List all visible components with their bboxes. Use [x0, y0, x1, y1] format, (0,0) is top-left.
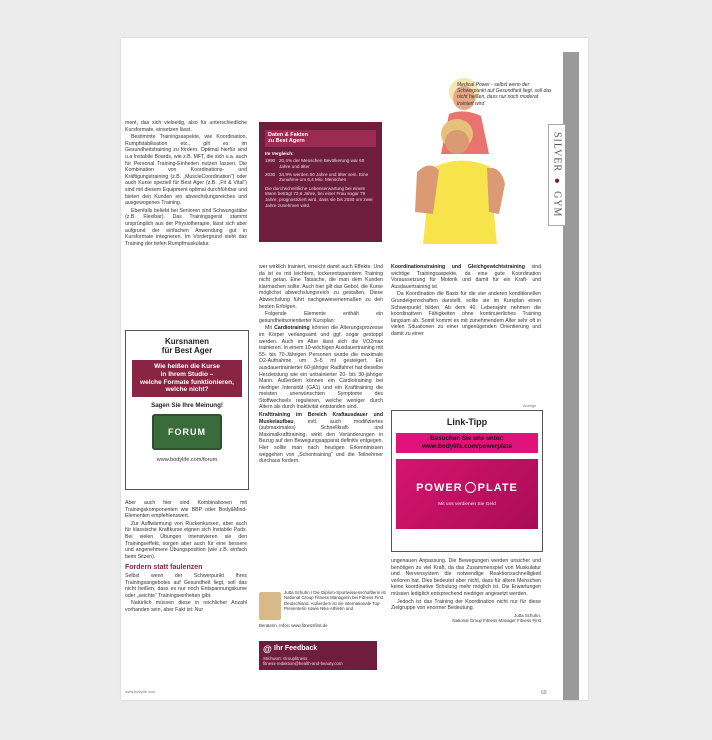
footer-url: www.bodylife.com [125, 690, 156, 694]
powerplate-url[interactable]: www.bodylife.com/powerplate [421, 443, 513, 450]
powerplate-slogan: Mit uns verdienen Sie Geld [438, 501, 496, 507]
paragraph: Mit Cardiotraining können die Alterungsprozesse im Körper verlangsamt und ggf. sogar gestoppt werden. Auch im Alter lässt sich die VO2max trainieren. In einem 10-wöchigen Ausdauertraining mit 55- bis 70-Jährigen Personen wurde die maximale O2-Aufnahme um 3–5 ml gesteigert. Ein ausdauertrainierter 60-jähriger Radfahrer hat dieselbe Herzleistung wie ein untrainierter 20- bis 30-jähriger Mann. Außerdem können ein Cardiotraining bei niedriger Intensität (GA1) und ein Krafttraining die meisten unerwünschten Symptome des Stoffwechsels regulieren, welche weniger durch Altern als durch Inaktivität entstanden sind. [259, 325, 383, 411]
powerplate-ad[interactable] [396, 459, 538, 529]
paragraph: Krafttraining im Bereich Kraftausdauer und Muskelaufbau, evtl. auch modifiziertes (submaximales) Schnellkraft- und Maximalkrafttraining, wirkt den Veränderungen in Bezug auf den Bewegungsapparat definitiv entgegen. Hier sollte man nach heutigen Erkenntnissen weggehen von „Schontraining“ und die Teilnehmer durchaus fordern. [259, 412, 383, 465]
kursnamen-question: Wie heißen die Kurse in Ihrem Studio – welche Formate funktionieren, welche nicht? [132, 360, 242, 397]
feedback-email[interactable]: fitness-redaktion@health-and-beauty.com [263, 661, 343, 667]
facts-title: Daten & Fakten zu Best Agern [265, 130, 376, 147]
photo-caption: Medical Power - selbst wenn der Schwerpunkt auf Gesundheit liegt, soll das nicht heißen, dass nur noch moderat trainiert wird [457, 82, 552, 107]
link-tipp-box [391, 410, 543, 552]
forum-url[interactable]: www.bodylife.com/forum [156, 457, 218, 464]
facts-rows [265, 158, 376, 182]
paragraph: Folgende Elemente enthält ein gesundheitsorientierter Kursplan: [259, 311, 383, 324]
section-tag-silver: SILVER [551, 132, 563, 173]
paragraph: Selbst wenn der Schwerpunkt Ihres Trainingsangebotes auf Gesundheit liegt, soll das nicht heißen, dass es nur noch Entspannungskurse oder „seichte“ Trainingseinheiten gibt. [125, 572, 247, 599]
paragraph: Koordinationstraining und Gleichgewichtstraining sind wichtige Trainingsaspekte, da eine gute Koordination Voraussetzung für Motorik und damit für ein Kraft- und Ausdauertraining ist. [391, 264, 541, 290]
section-tag-gym: GYM [551, 191, 563, 218]
paragraph: wer wirklich trainiert, erreicht damit auch Effekte. Und da ist es mit leichtem, lockerentspanntem Training nicht getan. Eine Tatsache, die man dem Kunden klarmachen sollte. Auch hier gilt das Gebot, die Kurse möglichst abwechslungsreich zu gestalten. Diese Abwechslung führt nachgewiesenermaßen zu den besten Erfolgen. [259, 264, 383, 310]
kursnamen-prompt: Sagen Sie Ihre Meinung! [151, 402, 223, 410]
kursnamen-title: Kursnamen für Best Ager [161, 337, 213, 355]
author-bio: Jutta Schuhn I Die Diplom-Sportwissenschaftlerin ist National Group Fitness Managerin bei Fitness First Deutschland. Außerdem ist sie internationale Top-Presenterin sowie Nike Athletin und [284, 590, 386, 612]
bullet-dot-icon: ● [551, 172, 563, 192]
facts-row: 1990 20,4% der Menschen Bevölkerung war 60 Jahre und älter [265, 158, 365, 169]
feedback-text: Stichwort: Groupfitness fitness-redaktion@health-and-beauty.com [263, 656, 343, 667]
paragraph: Da Koordination die Basis für die vier anderen konditionellen Grundeigenschaften darstellt, sollte sie im Kursplan einen Schwerpunkt bilden. Ab dem 40. Lebensjahr nehmen die koordinativen Fähigkeiten ohne kontinuierliches Training langsam ab. Somit kommt es mit zunehmendem Alter sehr oft in vielen Situationen zu einer ungenügenden Orientierung und damit zu einer [391, 291, 541, 337]
column-1-top [125, 120, 247, 248]
section-tag [548, 124, 565, 226]
paragraph: Zur Auffwärmung von Rückenkursen, aber auch für klassische Kraftkurse eignen sich Instabile Pads. Bei vielen Übungen intensivieren sie den Trainingseffekt, sorgen aber auch für eine bessere und angenehmere Übungsposition (wie z.B. einfach beim Sitzen). [125, 520, 247, 560]
ring-icon [465, 482, 476, 493]
bold-term: Cardiotraining [274, 325, 310, 332]
facts-box [259, 122, 382, 242]
facts-row: 2030 34,9% werden 60 Jahre und älter sein. Eine Zunahme um 6,4 Mio. Menschen [265, 171, 369, 183]
author-bio-continued: Beraterin. Infos: www.fitnessfirst.de [259, 623, 328, 628]
page-number: 69 [541, 690, 547, 696]
paragraph: ungenauen Anpassung. Die Bewegungen werden unsicher und benötigen zu viel Kraft, da das Zusammenspiel von Muskulatur und Nervensystem die notwendige Reaktionsschnelligkeit verloren hat. Dies bedeutet aber nicht, dass für ältere Menschen keine koordinative Schulung mehr möglich ist. Die Erwartungen müssen lediglich entsprechend niedriger angesetzt werden. [391, 558, 541, 597]
magazine-page [121, 38, 588, 700]
paragraph: ment, das sich vielseitig, also für unterschiedliche Kursformate, einsetzen lässt. [125, 120, 247, 133]
author-box [259, 590, 389, 636]
bold-term: Koordinationstraining und Gleichgewichtstraining [391, 264, 525, 270]
column-1-bottom [125, 500, 247, 615]
section-heading: Fordern statt faulenzen [125, 564, 203, 572]
column-2 [259, 264, 383, 466]
paragraph: Bestimmte Trainingsaspekte, wie Koordination, Rumpfstabilisation etc., gilt es im Gesundheitstraining zu fördern. Optimal hierfür sind u.a Instabile Boards, wie z.B. MFT, die sich u.a. auch für Personal Training-Einheiten nutzen lassen. Die Kombination von Koordinations- und Kräftigungstraining (z.B. „MuscleCoordination“) oder auch Kurse speziell für Best Ager (z.B. „Fit & Vital“) sind mit diesem Equipment optimal durchführbar und bieten den Kunden ein abwechslungsreiches und ausgewogenes Training. [125, 134, 247, 207]
at-icon: @ [263, 644, 272, 654]
feedback-box[interactable] [259, 641, 377, 670]
column-3-top [391, 264, 541, 339]
column-3-bottom [391, 558, 541, 624]
kursnamen-box [125, 330, 249, 490]
forum-logo: FORUM [152, 414, 222, 450]
paragraph: Ebenfalls beliebt bei Senioren sind Schwungstäbe (z.B. Flexibar). Das Trainingsgerät stammt ursprünglich aus der Physiotherapie, lässt sich aber aufgrund der einfachen Anwendung gut in Kursformate integrieren. Im Vordergrund steht das Training der tiefen Rumpfmuskulatur. [125, 207, 247, 247]
paragraph: Aber auch hier sind Kombinationen mit Trainingskomponenten wie BBP oder Body&Mind-Elementen empfehlenswert. [125, 500, 247, 520]
signature: Jutta Schuhn, National Group Fitness Manager Fitness First [452, 612, 541, 624]
grey-sidebar-strip [563, 52, 579, 700]
facts-label: Im Vergleich: [265, 150, 294, 156]
link-tipp-title: Link-Tipp [446, 417, 488, 427]
bold-term: Krafttraining im Bereich Kraftausdauer und Muskelaufbau [259, 412, 383, 425]
paragraph: Natürlich müssen diese in reichlicher Anzahl vorhanden sein, aber Fakt ist: Nur [125, 600, 247, 613]
link-tipp-band[interactable]: Besuchen Sie uns unter: www.bodylife.com/powerplate [396, 433, 538, 453]
facts-note: Die durchschnittliche Lebenserwartung bei einem Mann beträgt 73,6 Jahre, bei einer Frau sogar 79 Jahre; prognostiziert wird, dass sie bis 2030 um zwei Jahre zunehmen wird. [265, 185, 373, 208]
powerplate-logo: POWER PLATE [416, 481, 518, 494]
author-avatar [259, 592, 281, 620]
paragraph: Jedoch ist das Training der Koordination nicht nur für diese Zielgruppe von enormer Bedeutung. [391, 598, 541, 612]
feedback-title: Ihr Feedback [274, 645, 318, 652]
ad-label: Anzeige [523, 404, 536, 408]
